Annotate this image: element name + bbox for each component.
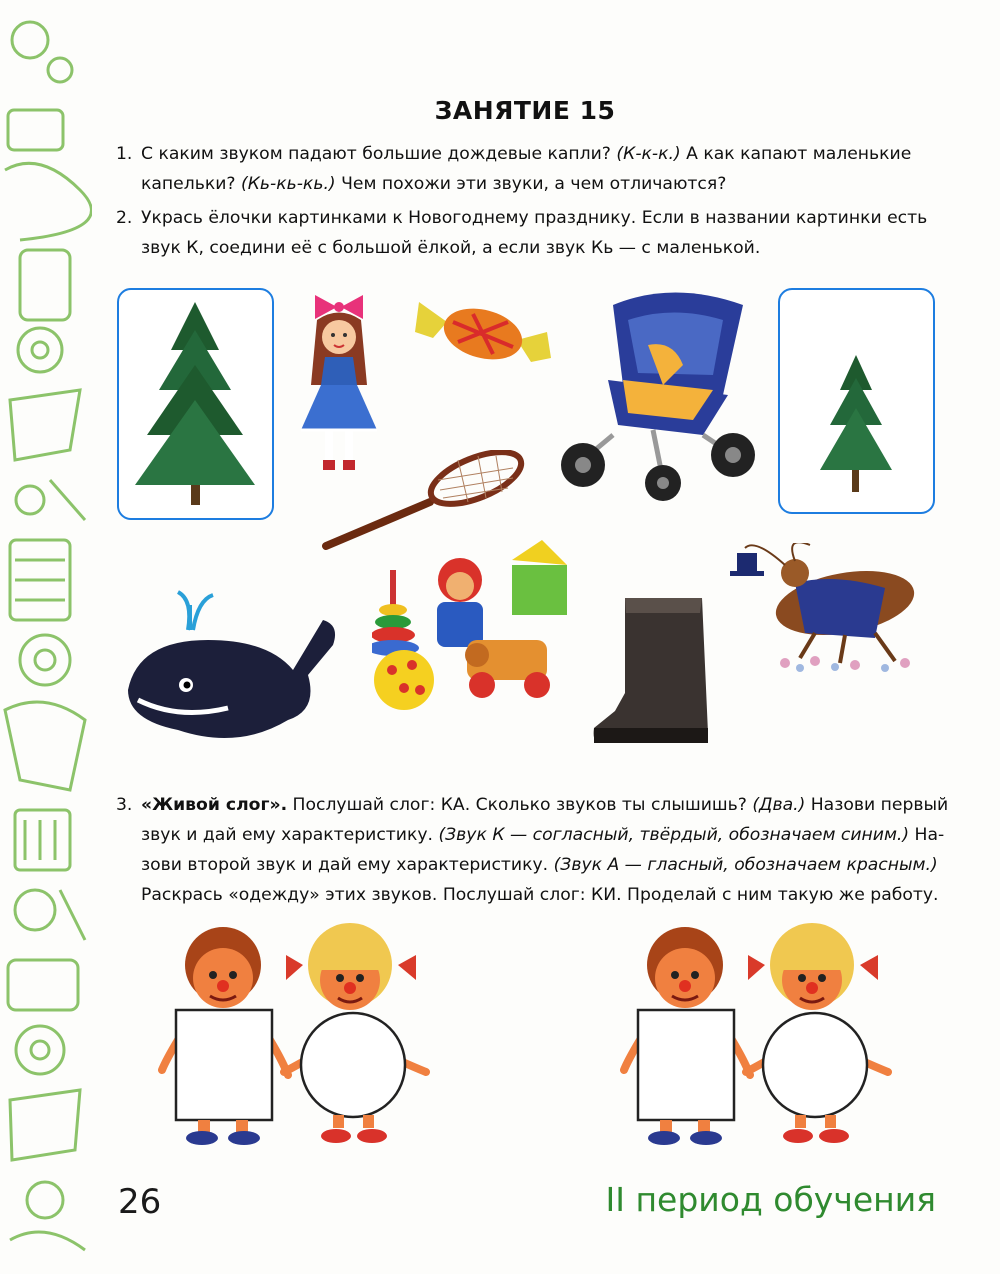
task-1-answer-1: (К-к-к.) xyxy=(616,144,681,164)
toys-picture xyxy=(372,540,577,715)
vowel-circle[interactable] xyxy=(301,1013,405,1117)
task-2-line-2: звук К, соедини её с большой ёлкой, а если звук Кь — с маленькой. xyxy=(141,238,761,258)
task-3-answer-1: (Два.) xyxy=(752,795,806,815)
big-fir-tree-icon xyxy=(119,290,272,518)
period-title: II период обучения xyxy=(605,1180,936,1219)
task-2-line-1: Укрась ёлочки картинками к Новогоднему празднику. Если в названии картинки есть xyxy=(141,208,928,228)
stroller-picture xyxy=(553,285,763,505)
task-3-text-2: Назови первый xyxy=(805,795,949,815)
small-fir-tree-icon xyxy=(780,290,933,512)
task-1-text-4: Чем похожи эти звуки, а чем отличаются? xyxy=(335,174,727,194)
consonant-square[interactable] xyxy=(176,1010,272,1120)
whale-picture xyxy=(118,590,343,750)
task-3-text-6: Раскрась «одежду» этих звуков. Послушай слог: КИ. Проделай с ним такую же работу. xyxy=(141,885,939,905)
vowel-circle[interactable] xyxy=(763,1013,867,1117)
task-1-text: С каким звуком падают большие дождевые капли? xyxy=(141,144,617,164)
task-1-number: 1. xyxy=(116,144,133,164)
task-1-answer-2: (Кь-кь-кь.) xyxy=(240,174,336,194)
sound-kids-pair-2 xyxy=(620,920,900,1155)
task-3-answer-2: (Звук К — согласный, твёрдый, обозначаем синим.) xyxy=(438,825,910,845)
task-3-answer-3: (Звук А — гласный, обозначаем красным.) xyxy=(553,855,938,875)
consonant-square[interactable] xyxy=(638,1010,734,1120)
task-3-text-1: Послушай слог: КА. Сколько звуков ты слышишь? xyxy=(287,795,753,815)
candy-picture xyxy=(413,292,553,372)
task-3-number: 3. xyxy=(116,795,133,815)
task-2-number: 2. xyxy=(116,208,133,228)
task-3-text-5: зови второй звук и дай ему характеристику. xyxy=(141,855,554,875)
margin-doodle-decoration xyxy=(0,0,92,1274)
big-tree-frame xyxy=(117,288,274,520)
sound-kids-pair-1 xyxy=(158,920,438,1155)
task-1-text-2: А как капают маленькие xyxy=(680,144,912,164)
task-2 xyxy=(116,203,951,263)
cockroach-picture xyxy=(725,543,935,673)
task-3-text-3: звук и дай ему характеристику. xyxy=(141,825,439,845)
task-3 xyxy=(116,790,951,910)
task-3-text-4: На- xyxy=(909,825,945,845)
page-number: 26 xyxy=(118,1182,162,1222)
task-3-game-title: «Живой слог». xyxy=(141,795,288,815)
lesson-title: ЗАНЯТИЕ 15 xyxy=(434,96,616,125)
small-tree-frame xyxy=(778,288,935,514)
task-1-text-3: капельки? xyxy=(141,174,241,194)
task-1 xyxy=(116,139,951,199)
boot-picture xyxy=(590,593,715,748)
